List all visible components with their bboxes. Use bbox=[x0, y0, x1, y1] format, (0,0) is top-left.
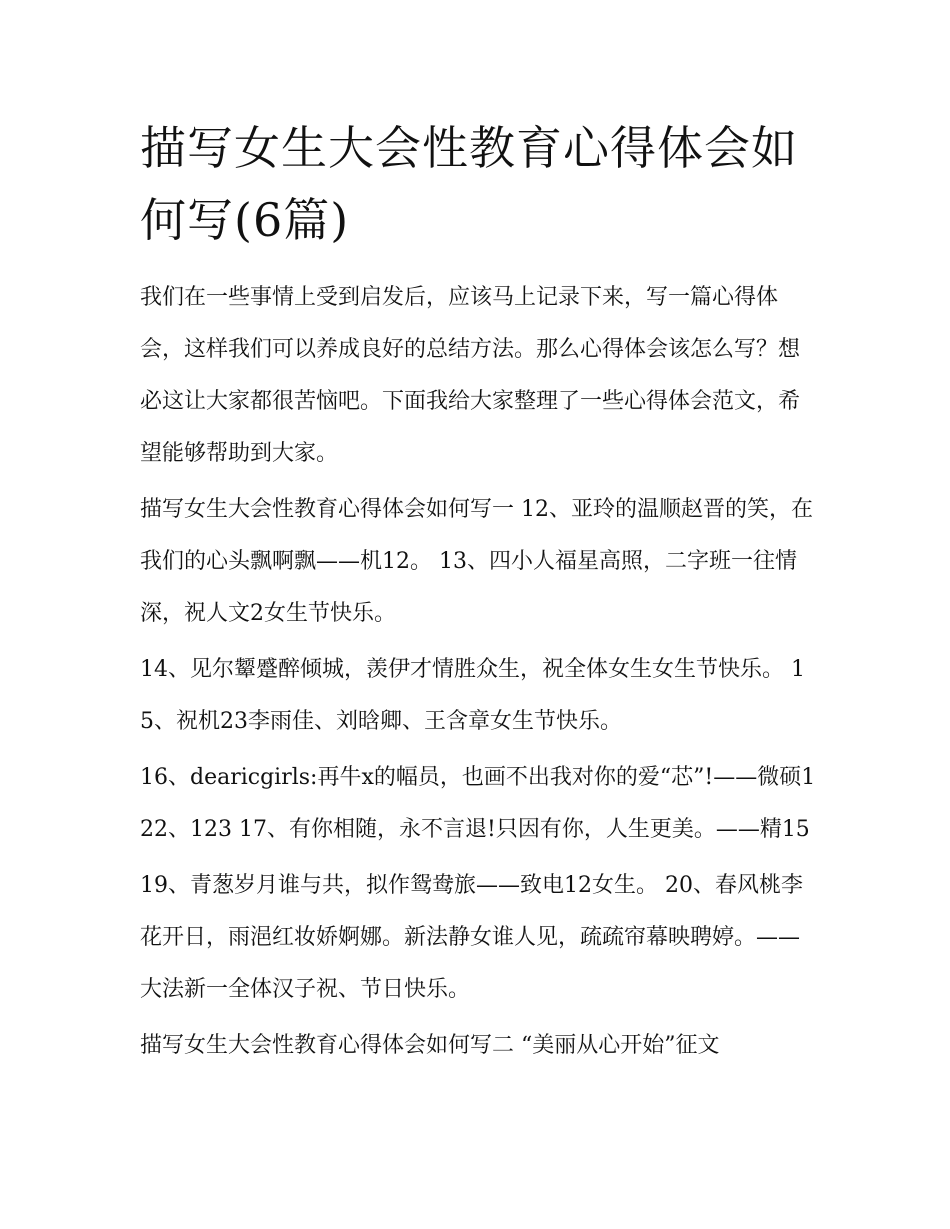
paragraph-item-16-17: 16、dearicgirls:再牛x的幅员，也画不出我对你的爱“芯”!——微硕122、123 17、有你相随，永不言退!只因有你，人生更美。——精15 bbox=[140, 765, 816, 842]
document-title: 描写女生大会性教育心得体会如何写(6篇) bbox=[140, 121, 798, 247]
paragraph-item-19-20: 19、青葱岁月谁与共，拟作鸳鸯旅——致电12女生。 20、春风桃李花开日，雨浥红妆娇婀娜。新法静女谁人见，疏疏帘幕映聘婷。——大法新一全体汉子祝、节日快乐。 bbox=[140, 873, 803, 1002]
paragraph-section-two: 描写女生大会性教育心得体会如何写二 “美丽从心开始”征文 bbox=[140, 1033, 720, 1058]
paragraph-item-14-15: 14、见尔颦蹙醉倾城，羡伊才情胜众生，祝全体女生女生节快乐。 15、祝机23李雨佳、刘晗卿、王含章女生节快乐。 bbox=[140, 657, 805, 734]
paragraph-section-one: 描写女生大会性教育心得体会如何写一 12、亚玲的温顺赵晋的笑，在我们的心头飘啊飘——机12。 13、四小人福星高照，二字班一往情深，祝人文2女生节快乐。 bbox=[140, 497, 813, 626]
paragraph-intro: 我们在一些事情上受到启发后，应该马上记录下来，写一篇心得体会，这样我们可以养成良好的总结方法。那么心得体会该怎么写？想必这让大家都很苦恼吧。下面我给大家整理了一些心得体会范文，希望能够帮助到大家。 bbox=[140, 285, 801, 466]
document-body bbox=[140, 112, 820, 1076]
